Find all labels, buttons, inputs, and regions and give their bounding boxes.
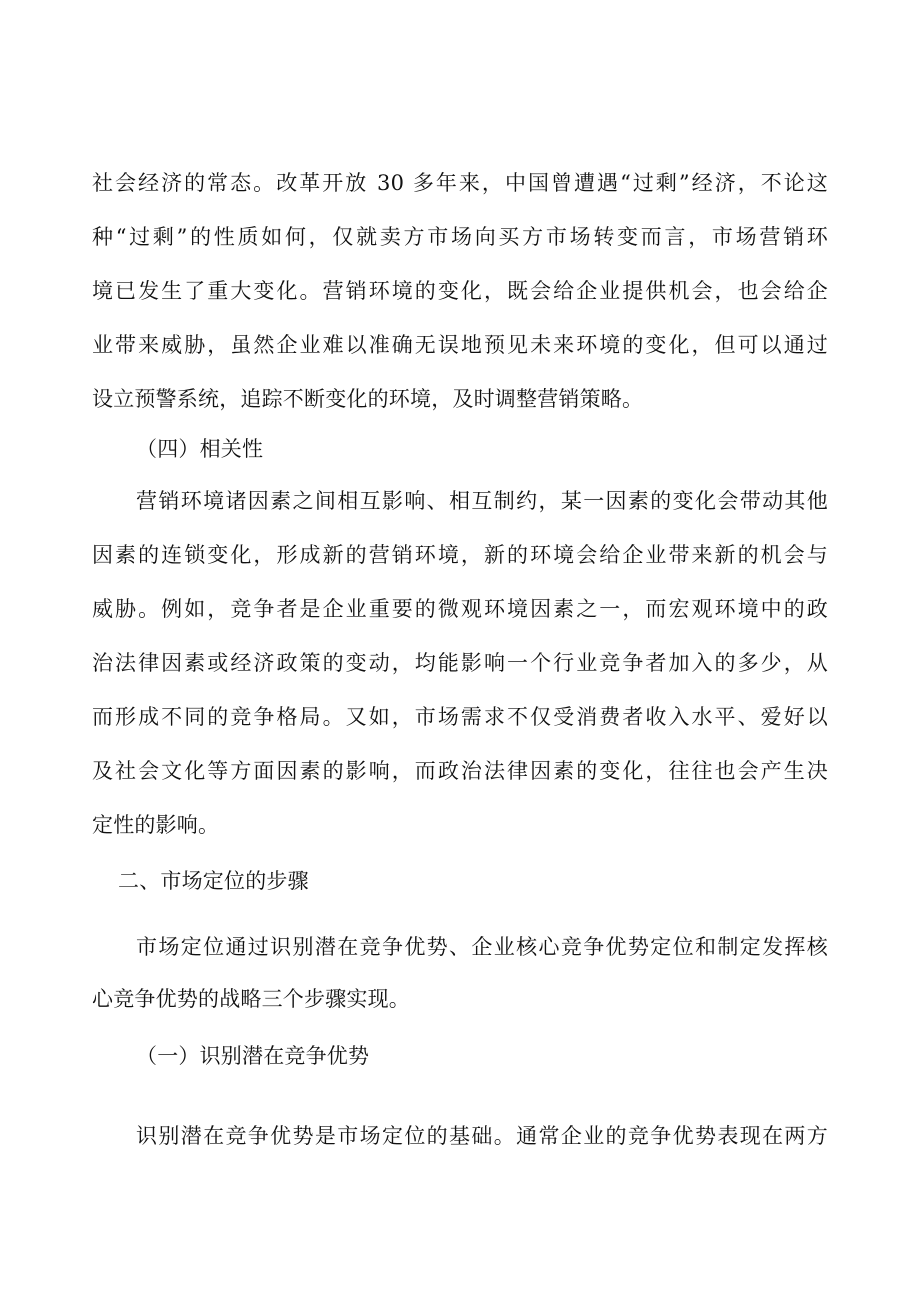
paragraph-1-line-2: 种“过剩”的性质如何，仅就卖方市场向买方市场转变而言，市场营销环 <box>92 225 828 249</box>
subheading-identify-advantage: （一）识别潜在竞争优势 <box>136 1044 370 1068</box>
paragraph-2-line-5: 而形成不同的竞争格局。又如，市场需求不仅受消费者收入水平、爱好以 <box>92 705 828 729</box>
paragraph-2-line-7: 定性的影响。 <box>92 813 220 837</box>
paragraph-1-line-3: 境已发生了重大变化。营销环境的变化，既会给企业提供机会，也会给企 <box>92 279 828 303</box>
paragraph-2-line-2: 因素的连锁变化，形成新的营销环境，新的环境会给企业带来新的机会与 <box>92 543 828 567</box>
paragraph-1-line-4: 业带来威胁，虽然企业难以准确无误地预见未来环境的变化，但可以通过 <box>92 333 828 357</box>
paragraph-2-line-4: 治法律因素或经济政策的变动，均能影响一个行业竞争者加入的多少，从 <box>92 651 828 675</box>
paragraph-1-line-5: 设立预警系统，追踪不断变化的环境，及时调整营销策略。 <box>92 387 644 411</box>
section-title-positioning-steps: 二、市场定位的步骤 <box>118 869 309 893</box>
paragraph-2-line-6: 及社会文化等方面因素的影响，而政治法律因素的变化，往往也会产生决 <box>92 759 828 783</box>
paragraph-4-line-1: 识别潜在竞争优势是市场定位的基础。通常企业的竞争优势表现在两方 <box>136 1124 828 1148</box>
paragraph-2-line-3: 威胁。例如，竞争者是企业重要的微观环境因素之一，而宏观环境中的政 <box>92 597 828 621</box>
subheading-relevance: （四）相关性 <box>136 437 264 461</box>
paragraph-2-line-1: 营销环境诸因素之间相互影响、相互制约，某一因素的变化会带动其他 <box>136 489 828 513</box>
paragraph-3-line-1: 市场定位通过识别潜在竞争优势、企业核心竞争优势定位和制定发挥核 <box>136 935 828 959</box>
paragraph-3-line-2: 心竞争优势的战略三个步骤实现。 <box>92 987 410 1011</box>
paragraph-1-line-1: 社会经济的常态。改革开放 30 多年来，中国曾遭遇“过剩”经济，不论这 <box>92 171 828 195</box>
